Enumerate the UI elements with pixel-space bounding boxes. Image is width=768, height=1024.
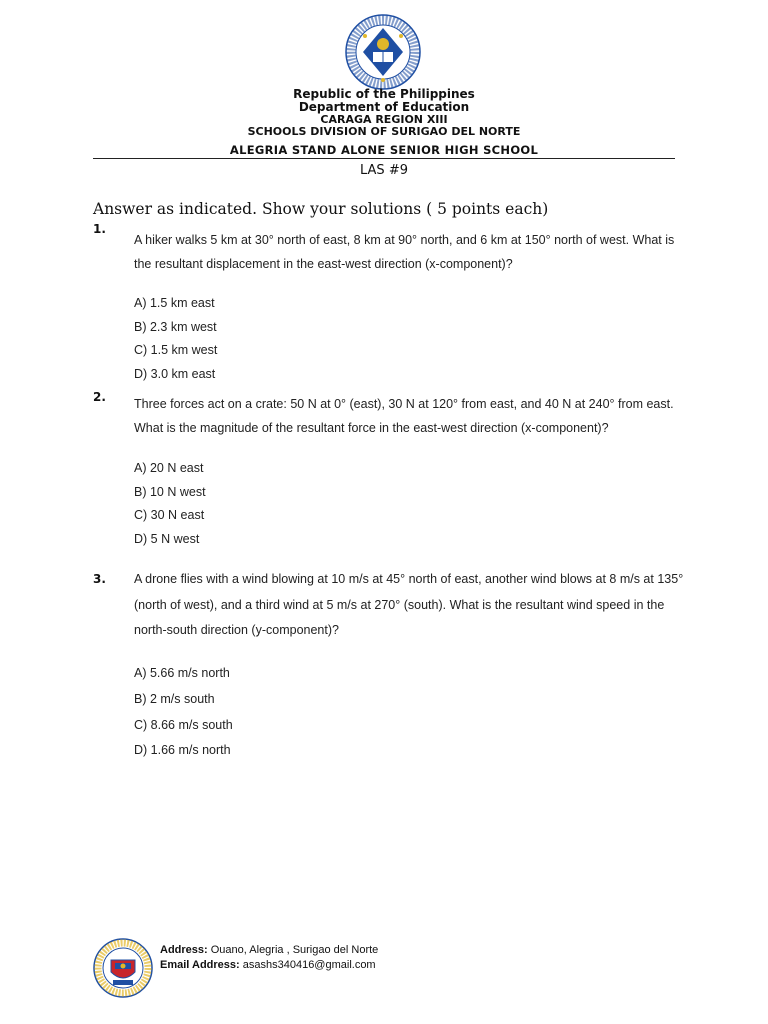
question-number: 3. — [93, 572, 106, 586]
header-division: SCHOOLS DIVISION OF SURIGAO DEL NORTE — [247, 125, 521, 138]
answer-option: B) 10 N west — [134, 485, 206, 499]
deped-seal-logo — [345, 14, 421, 90]
footer-email-value: asashs340416@gmail.com — [242, 959, 376, 971]
header-school: ALEGRIA STAND ALONE SENIOR HIGH SCHOOL — [229, 143, 539, 157]
school-logo — [93, 938, 153, 998]
footer-address-value: Ouano, Alegria , Surigao del Norte — [210, 944, 379, 956]
question-line: the resultant displacement in the east-west direction (x-component)? — [134, 257, 513, 271]
question-line: A drone flies with a wind blowing at 10 m/s at 45° north of east, another wind blows at 8 m/s at 135° — [134, 572, 684, 586]
header-divider — [93, 158, 675, 159]
answer-option: D) 5 N west — [134, 532, 200, 546]
footer-address — [160, 944, 378, 956]
question-text — [134, 228, 674, 276]
question-line: north-south direction (y-component)? — [134, 623, 339, 637]
question-number: 2. — [93, 390, 106, 404]
document-title: LAS #9 — [360, 163, 408, 178]
question-line: A hiker walks 5 km at 30° north of east, 8 km at 90° north, and 6 km at 150° north of west. What is — [134, 233, 675, 247]
question-line: (north of west), and a third wind at 5 m/s at 270° (south). What is the resultant wind speed in the — [134, 597, 665, 612]
answer-option: B) 2 m/s south — [134, 692, 215, 706]
answer-option: C) 8.66 m/s south — [134, 718, 233, 732]
answer-option: A) 5.66 m/s north — [134, 666, 230, 680]
answer-option: A) 1.5 km east — [134, 296, 215, 310]
answer-option: C) 1.5 km west — [134, 343, 218, 357]
question-text — [134, 567, 683, 644]
answer-option: D) 3.0 km east — [134, 367, 216, 381]
answer-option: B) 2.3 km west — [134, 320, 217, 334]
answer-option: C) 30 N east — [134, 508, 205, 522]
answer-option: D) 1.66 m/s north — [134, 743, 231, 757]
question-line: Three forces act on a crate: 50 N at 0° (east), 30 N at 120° from east, and 40 N at 240° from east. — [134, 397, 674, 411]
footer-email-label: Email Address: — [160, 959, 240, 971]
footer-email — [160, 959, 376, 971]
footer-address-label: Address: — [160, 944, 208, 956]
header-region: CARAGA REGION XIII — [320, 113, 448, 126]
instructions: Answer as indicated. Show your solutions ( 5 points each) — [93, 200, 549, 218]
question-line: What is the magnitude of the resultant force in the east-west direction (x-component)? — [134, 421, 609, 435]
question-number: 1. — [93, 222, 106, 236]
header-department: Department of Education — [298, 100, 470, 114]
question-text — [134, 392, 674, 440]
header-country: Republic of the Philippines — [293, 87, 475, 101]
answer-option: A) 20 N east — [134, 461, 204, 475]
